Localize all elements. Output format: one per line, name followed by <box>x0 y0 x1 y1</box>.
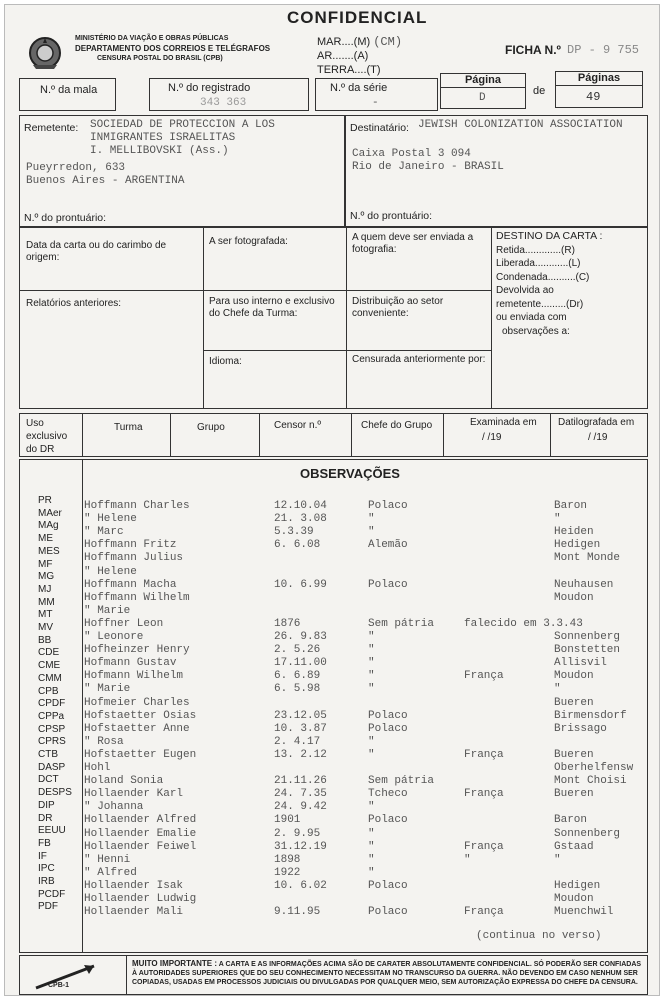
remetente-line: Pueyrredon, 633 <box>26 162 126 174</box>
remetente-city <box>26 162 184 188</box>
route-mar <box>317 35 402 49</box>
dept-code: MES <box>38 545 60 557</box>
observacao-nat: Alemão <box>368 539 408 552</box>
continua-note: (continua no verso) <box>476 930 602 942</box>
observacao-date: 24. 7.35 <box>274 788 327 801</box>
observacao-nat: Polaco <box>368 709 408 722</box>
observacao-nat: Polaco <box>368 578 408 591</box>
remetente-line: INMIGRANTES ISRAELITAS <box>90 132 236 144</box>
observacao-nat: " <box>368 853 375 866</box>
observacao-extra: França <box>464 748 504 761</box>
chefe-label: Chefe do Grupo <box>361 420 433 431</box>
destino-enviada: ou enviada com <box>496 312 567 323</box>
observacao-extra: falecido em 3.3.43 <box>464 617 583 630</box>
pagina-value: D <box>479 92 486 104</box>
observacao-name: Hofstaetter Anne <box>84 722 190 735</box>
serie-box <box>315 78 438 111</box>
dept-code: DASP <box>38 761 66 773</box>
observacao-nat: " <box>368 866 375 879</box>
observacao-date: 6. 6.89 <box>274 670 321 683</box>
remetente-prontuario: N.º do prontuário: <box>24 212 107 224</box>
observacao-row <box>84 762 646 775</box>
registrado-box <box>149 78 309 111</box>
remetente-address <box>90 119 275 158</box>
route-mar-value: (CM) <box>373 35 403 49</box>
coat-of-arms-logo <box>27 35 63 71</box>
observacao-row <box>84 749 646 762</box>
mala-box <box>19 78 116 111</box>
observacao-place: " <box>554 513 561 526</box>
registrado-value: 343 363 <box>200 97 247 109</box>
form-grid <box>19 227 648 409</box>
observacao-name: Hollaender Isak <box>84 879 184 892</box>
observacao-row <box>84 814 646 827</box>
paginas-box <box>555 71 643 108</box>
observacao-date: 31.12.19 <box>274 840 327 853</box>
observacao-place: Mont Monde <box>554 552 621 565</box>
observacao-extra: França <box>464 788 504 801</box>
observacao-date: 1898 <box>274 853 301 866</box>
observacao-date: 13. 2.12 <box>274 748 327 761</box>
observacoes-table <box>84 500 646 920</box>
relatorios-label: Relatórios anteriores: <box>26 298 122 309</box>
destinatario-box <box>345 115 648 227</box>
observacao-place: Allisvil <box>554 657 607 670</box>
uso-row <box>19 413 648 457</box>
observacao-row <box>84 723 646 736</box>
observacao-name: " Helene <box>84 513 137 526</box>
remetente-label: Remetente: <box>24 122 79 134</box>
uso-label: Uso exclusivo do DR <box>26 418 68 455</box>
remetente-line: I. MELLIBOVSKI (Ass.) <box>90 145 229 157</box>
observacao-place: Bueren <box>554 748 594 761</box>
observacao-extra: França <box>464 906 504 919</box>
observacao-nat: Polaco <box>368 906 408 919</box>
observacao-row <box>84 592 646 605</box>
important-notice <box>132 959 644 987</box>
destino-remetente: remetente.........(Dr) <box>496 298 584 310</box>
observacao-nat: " <box>368 513 375 526</box>
destinatario-address <box>352 148 504 174</box>
agency-header <box>75 35 285 64</box>
observacao-name: Hoffmann Fritz <box>84 539 177 552</box>
observacao-place: Bonstetten <box>554 644 621 657</box>
route-ar: AR.......(A) <box>317 50 369 63</box>
censor-label: Censor n.º <box>274 420 322 431</box>
dept-code: BB <box>38 634 52 646</box>
dept-code: IF <box>38 850 47 862</box>
observacao-place: Moudon <box>554 670 594 683</box>
observacao-row <box>84 775 646 788</box>
censorship-form <box>4 4 660 996</box>
observacao-place: Bueren <box>554 788 594 801</box>
observacao-date: 21. 3.08 <box>274 513 327 526</box>
route-block <box>317 35 402 77</box>
observacao-name: Hollaender Feiwel <box>84 840 197 853</box>
route-terra: TERRA....(T) <box>317 64 381 77</box>
observacao-date: 9.11.95 <box>274 906 321 919</box>
destino-devolvida: Devolvida ao <box>496 285 554 296</box>
datilografada-label: Datilografada em <box>558 417 635 428</box>
ficha-label: FICHA N.º <box>505 43 561 57</box>
dept-code: MG <box>38 571 55 583</box>
examinada-label: Examinada em <box>470 417 537 428</box>
observacao-name: Hofstaetter Eugen <box>84 748 197 761</box>
observacao-nat: Polaco <box>368 500 408 512</box>
observacao-date: 1901 <box>274 814 301 827</box>
censurada-label: Censurada anteriormente por: <box>352 354 486 365</box>
datilografada-date: / /19 <box>588 432 608 443</box>
observacao-row <box>84 605 646 618</box>
observacao-row <box>84 500 646 513</box>
observacao-row <box>84 841 646 854</box>
pagina-label: Página <box>441 74 525 88</box>
de-label: de <box>533 85 546 97</box>
route-mar-label: MAR....(M) <box>317 36 371 48</box>
observacao-row <box>84 697 646 710</box>
turma-label: Turma <box>114 422 143 433</box>
observacao-name: " Rosa <box>84 735 124 748</box>
observacao-date: 10. 3.87 <box>274 722 327 735</box>
dept-code: CMM <box>38 672 62 684</box>
observacao-row <box>84 644 646 657</box>
observacao-name: Hofmann Gustav <box>84 657 177 670</box>
observacao-name: Hollaender Mali <box>84 906 184 919</box>
observacao-place: Baron <box>554 500 588 512</box>
observacao-date: 2. 4.17 <box>274 735 321 748</box>
observacao-name: Hofmeier Charles <box>84 696 190 709</box>
observacao-date: 21.11.26 <box>274 775 327 788</box>
destino-condenada: Condenada..........(C) <box>496 271 590 283</box>
dept-code: MV <box>38 622 53 633</box>
idioma-label: Idioma: <box>209 356 242 367</box>
destino-liberada: Liberada............(L) <box>496 258 581 269</box>
observacao-place: Sonnenberg <box>554 827 621 840</box>
registrado-label: N.º do registrado <box>168 82 251 94</box>
observacao-extra: " <box>464 853 471 866</box>
dept-code: CPRS <box>38 736 66 748</box>
important-label: MUITO IMPORTANTE : <box>132 959 218 968</box>
observacao-row <box>84 539 646 552</box>
observacao-name: " Helene <box>84 565 137 578</box>
observacao-place: Brissago <box>554 722 607 735</box>
observacao-name: Hohl <box>84 762 111 774</box>
observacao-name: " Alfred <box>84 866 137 879</box>
destino-title: DESTINO DA CARTA : <box>496 230 603 242</box>
dept-code: DCT <box>38 774 59 786</box>
dept-code: CPB <box>38 685 59 697</box>
observacao-nat: Tcheco <box>368 788 408 801</box>
observacao-row <box>84 736 646 749</box>
observacao-name: Hollaender Alfred <box>84 814 197 827</box>
observacao-row <box>84 828 646 841</box>
observacao-place: Muenchwil <box>554 906 614 919</box>
observacao-extra: França <box>464 840 504 853</box>
observacao-name: Hoffmann Macha <box>84 578 177 591</box>
observacao-date: 12.10.04 <box>274 500 327 512</box>
observacao-row <box>84 801 646 814</box>
enviada-label: A quem deve ser enviada a fotografia: <box>352 232 474 255</box>
observacao-row <box>84 893 646 906</box>
destinatario-line: Rio de Janeiro - BRASIL <box>352 161 504 173</box>
paginas-value: 49 <box>586 90 601 104</box>
observacao-nat: " <box>368 735 375 748</box>
observacao-row <box>84 854 646 867</box>
observacao-nat: " <box>368 644 375 657</box>
observacao-name: Hollaender Ludwig <box>84 893 197 905</box>
observacao-row <box>84 670 646 683</box>
observacao-nat: Sem pátria <box>368 775 435 788</box>
dept-code: MT <box>38 609 53 621</box>
dept-code: CDE <box>38 647 60 659</box>
observacao-nat: " <box>368 631 375 643</box>
observacao-date: 2. 9.95 <box>274 827 321 840</box>
dept-code: IPC <box>38 863 55 875</box>
dept-code: EEUU <box>38 825 66 837</box>
dept-code: PR <box>38 495 52 506</box>
footer-box <box>19 955 648 995</box>
observacao-date: 6. 5.98 <box>274 683 321 696</box>
destinatario-line: JEWISH COLONIZATION ASSOCIATION <box>418 119 623 131</box>
observacao-nat: " <box>368 657 375 670</box>
observacao-date: 10. 6.99 <box>274 578 327 591</box>
observacao-name: Hofheinzer Henry <box>84 644 190 657</box>
dept-code: ME <box>38 533 53 545</box>
destinatario-line: Caixa Postal 3 094 <box>352 148 471 160</box>
ficha-value: DP - 9 755 <box>567 43 640 57</box>
observacao-row <box>84 906 646 919</box>
mala-label: N.º da mala <box>40 84 98 96</box>
observacao-date: 17.11.00 <box>274 657 327 670</box>
data-carta-label: Data da carta ou do carimbo de origem: <box>26 240 167 263</box>
observacao-nat: " <box>368 683 375 696</box>
arrow-icon <box>26 958 120 994</box>
observacao-date: 2. 5.26 <box>274 644 321 657</box>
uso-interno-label: Para uso interno e exclusivo do Chefe da Turma: <box>209 296 335 319</box>
remetente-box <box>19 115 345 227</box>
observacao-row <box>84 867 646 880</box>
destino-retida: Retida.............(R) <box>496 244 575 256</box>
observacao-place: Heiden <box>554 526 594 539</box>
observacao-nat: " <box>368 526 375 539</box>
remetente-line: SOCIEDAD DE PROTECCION A LOS <box>90 119 275 131</box>
observacao-date: 1876 <box>274 617 301 630</box>
observacao-name: " Henni <box>84 853 131 866</box>
observacoes-title: OBSERVAÇÕES <box>300 466 400 481</box>
observacao-place: Birmensdorf <box>554 709 627 722</box>
observacao-date: 10. 6.02 <box>274 879 327 892</box>
observacao-name: Hollaender Karl <box>84 788 184 801</box>
pagina-box <box>440 73 526 109</box>
observacao-place: Baron <box>554 814 588 827</box>
serie-label: N.º da série <box>330 82 388 94</box>
observacao-nat: " <box>368 840 375 853</box>
serie-value: - <box>372 97 379 109</box>
dept-code: CPDF <box>38 698 66 710</box>
dept-code: DESPS <box>38 787 72 799</box>
observacao-place: Sonnenberg <box>554 631 621 643</box>
observacao-name: Hoffner Leon <box>84 617 164 630</box>
observacao-date: 24. 9.42 <box>274 801 327 814</box>
remetente-line: Buenos Aires - ARGENTINA <box>26 175 185 187</box>
grupo-label: Grupo <box>197 422 225 433</box>
observacao-place: Bueren <box>554 696 594 709</box>
dept-code: PDF <box>38 901 58 913</box>
observacao-place: Gstaad <box>554 840 594 853</box>
observacao-nat: " <box>368 827 375 840</box>
observacao-name: Hofmann Wilhelm <box>84 670 184 683</box>
important-text: A CARTA E AS INFORMAÇÕES ACIMA SÃO DE CARATER ABSOLUTAMENTE CONFIDENCIAL. SÓ PODERÃO SER CONFIADAS À AUTORIDADES SUPERIORES QUE DO SEU CONHECIMENTO NECESSITAM NO TRANSCURSO DA GUERRA. NÃO DEVENDO EM CASO NENHUM SER COPIADAS, USADAS EM PROCESSOS JUDICIAIS OU DIVULGADAS POR QUALQUER MEIO, SEM AUTORIZAÇÃO EXPRESSA DO CHEFE DA CENSURA. <box>132 961 642 986</box>
observacao-date: 26. 9.83 <box>274 631 327 643</box>
dept-code: CTB <box>38 749 58 760</box>
observacao-name: Holand Sonia <box>84 775 164 788</box>
observacao-place: Neuhausen <box>554 578 614 591</box>
dept-code: IRB <box>38 876 55 887</box>
observacao-row <box>84 683 646 696</box>
destino-obs: observações a: <box>502 325 570 337</box>
observacao-name: Hoffmann Julius <box>84 552 184 565</box>
observacao-nat: Sem pátria <box>368 617 435 630</box>
observacao-date: 6. 6.08 <box>274 539 321 552</box>
observacao-place: " <box>554 683 561 696</box>
observacao-name: Hollaender Emalie <box>84 827 197 840</box>
censura-line: CENSURA POSTAL DO BRASIL (CPB) <box>97 54 223 62</box>
observacao-row <box>84 552 646 565</box>
observacao-date: 1922 <box>274 866 301 879</box>
observacao-place: Hedigen <box>554 539 601 552</box>
observacao-row <box>84 710 646 723</box>
observacao-row <box>84 526 646 539</box>
observacao-nat: " <box>368 801 375 814</box>
dept-code: DIP <box>38 799 55 811</box>
dept-code: DR <box>38 812 53 824</box>
observacao-name: Hofstaetter Osias <box>84 709 197 722</box>
observacao-place: Moudon <box>554 893 594 905</box>
department-line: DEPARTAMENTO DOS CORREIOS E TELÉGRAFOS <box>75 43 271 53</box>
ministry-line: MINISTÉRIO DA VIAÇÃO E OBRAS PÚBLICAS <box>75 35 229 42</box>
dept-code: CPSP <box>38 723 66 735</box>
observacao-name: " Marie <box>84 604 131 617</box>
dept-code: MM <box>38 596 55 608</box>
observacao-nat: " <box>368 748 375 761</box>
observacao-date: 23.12.05 <box>274 709 327 722</box>
dept-code: CPPa <box>38 710 65 722</box>
observacao-nat: " <box>368 670 375 683</box>
observacao-name: Hoffmann Charles <box>84 500 190 512</box>
observacao-row <box>84 880 646 893</box>
dept-code: MAer <box>38 507 62 519</box>
observacao-nat: Polaco <box>368 814 408 827</box>
observacao-date: 5.3.39 <box>274 526 314 539</box>
observacao-nat: Polaco <box>368 879 408 892</box>
observacao-name: " Marc <box>84 526 124 539</box>
dept-code: MF <box>38 558 53 570</box>
observacao-name: Hoffmann Wilhelm <box>84 591 190 604</box>
examinada-date: / /19 <box>482 432 502 443</box>
destinatario-prontuario: N.º do prontuário: <box>350 210 433 222</box>
dept-code: MAg <box>38 520 59 532</box>
paginas-label: Páginas <box>556 72 642 86</box>
observacao-place: " <box>554 853 561 866</box>
observacao-row <box>84 631 646 644</box>
destino-block <box>496 230 602 338</box>
observacao-nat: Polaco <box>368 722 408 735</box>
observacao-place: Hedigen <box>554 879 601 892</box>
form-code: CPB-1 <box>48 982 70 989</box>
observacao-name: " Johanna <box>84 801 144 814</box>
observacao-row <box>84 579 646 592</box>
observacao-row <box>84 566 646 579</box>
observacao-row <box>84 788 646 801</box>
dept-code: MJ <box>38 583 52 595</box>
observacao-extra: França <box>464 670 504 683</box>
observacao-name: " Marie <box>84 683 131 696</box>
observacao-place: Oberhelfensw <box>554 762 634 774</box>
observacoes-box <box>19 459 648 953</box>
observacao-name: " Leonore <box>84 631 144 643</box>
observacao-row <box>84 618 646 631</box>
observacao-row <box>84 657 646 670</box>
destinatario-label: Destinatário: <box>350 122 409 134</box>
observacao-row <box>84 513 646 526</box>
form-title: CONFIDENCIAL <box>287 8 428 27</box>
observacao-place: Moudon <box>554 591 594 604</box>
observacao-place: Mont Choisi <box>554 775 627 788</box>
dept-code: PCDF <box>38 888 66 900</box>
dept-code: FB <box>38 837 51 849</box>
dept-code: CME <box>38 660 61 672</box>
distribuicao-label: Distribuição ao setor conveniente: <box>352 296 444 319</box>
fotografada-label: A ser fotografada: <box>209 236 288 247</box>
